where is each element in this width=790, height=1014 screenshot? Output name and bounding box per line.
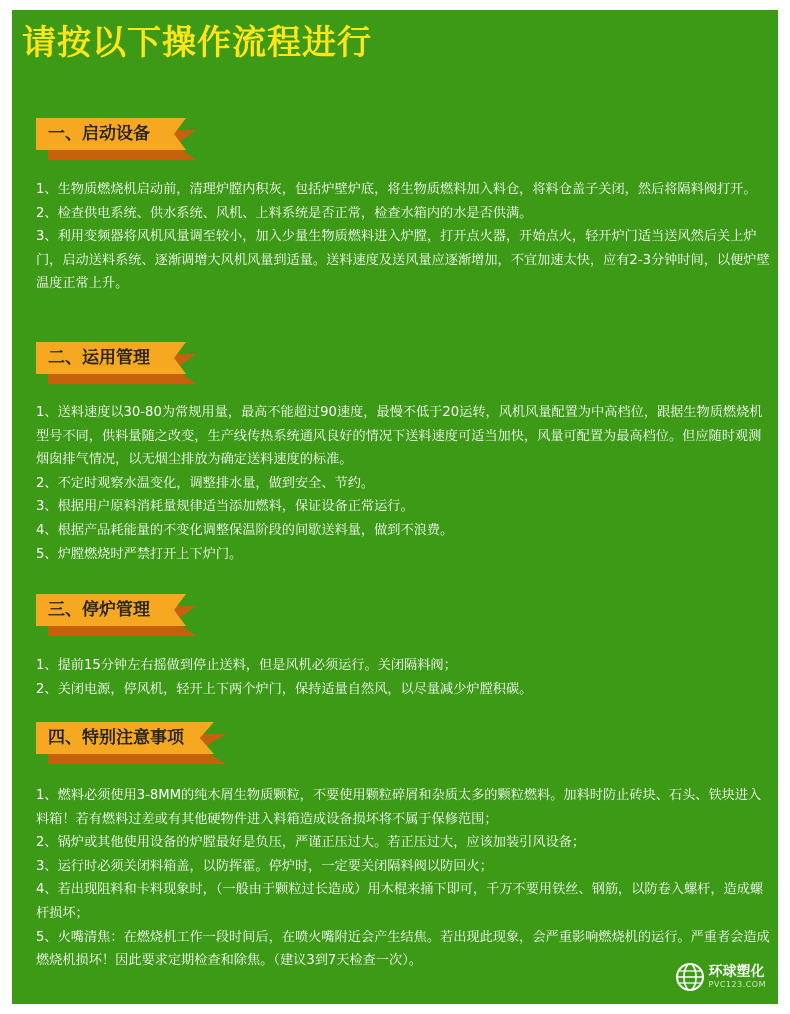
list-item: 1、生物质燃烧机启动前，清理炉膛内积灰，包括炉壁炉底，将生物质燃料加入料仓，将料仓盖子关闭，然后将隔料阀打开。 — [36, 182, 757, 197]
content-panel — [12, 10, 778, 1004]
section-heading-text: 二、运用管理 — [48, 348, 150, 368]
list-item: 1、送料速度以30-80为常规用量，最高不能超过90速度，最慢不低于20运转，风机风量配置为中高档位，跟据生物质燃烧机型号不同，供料量随之改变，生产线传热系统通风良好的情况下送料速度可适当加快，风量可配置为最高档位。但应随时观测烟囱排气情况，以无烟尘排放为确定送料速度的标准。 — [36, 405, 763, 468]
list-item: 4、若出现阻料和卡料现象时，（一般由于颗粒过长造成）用木棍来捅下即可，千万不要用铁丝、钢筋，以防卷入螺杆，造成螺杆损坏； — [36, 882, 764, 921]
list-item: 1、燃料必须使用3-8MM的纯木屑生物质颗粒，不要使用颗粒碎屑和杂质太多的颗粒燃料。加料时防止砖块、石头、铁块进入料箱！若有燃料过差或有其他硬物件进入料箱造成设备损坏将不属于保修范围； — [36, 788, 762, 827]
logo-name: 环球塑化 — [708, 964, 765, 980]
section-heading-notes — [36, 722, 246, 764]
section-heading-text: 一、启动设备 — [48, 124, 150, 144]
list-item: 3、运行时必须关闭料箱盖，以防挥霍。停炉时，一定要关闭隔料阀以防回火； — [36, 858, 493, 874]
list-item: 4、根据产品耗能量的不变化调整保温阶段的间歇送料量，做到不浪费。 — [36, 522, 454, 538]
section-body-notes — [36, 784, 771, 973]
list-item: 1、提前15分钟左右摇做到停止送料，但是风机必须运行。关闭隔料阀； — [36, 658, 457, 673]
page-title: 请按以下操作流程进行 — [22, 23, 372, 63]
logo-url: PVC123.COM — [708, 980, 766, 989]
section-heading-operation — [36, 342, 226, 384]
section-heading-text: 三、停炉管理 — [48, 600, 150, 620]
list-item: 3、利用变频器将风机风量调至较小，加入少量生物质燃料进入炉膛，打开点火器，开始点火，轻开炉门适当送风然后关上炉门，启动送料系统、逐渐调增大风机风量到适量。送料速度及送风量应逐渐增加，不宜加速太快，应有2-3分钟时间，以便炉壁温度正常上升。 — [36, 229, 770, 292]
section-body-shutdown — [36, 654, 771, 701]
section-heading-text: 四、特别注意事项 — [48, 728, 184, 748]
list-item: 2、检查供电系统、供水系统、风机、上料系统是否正常，检查水箱内的水是否供满。 — [36, 205, 533, 221]
list-item: 5、火嘴清焦：在燃烧机工作一段时间后，在喷火嘴附近会产生结焦。若出现此现象，会严重影响燃烧机的运行。严重者会造成燃烧机损坏！因此要求定期检查和除焦。（建议3到7天检查一次）。 — [36, 929, 770, 969]
list-item: 2、锅炉或其他使用设备的炉膛最好是负压，严谨正压过大。若正压过大，应该加装引风设备； — [36, 835, 586, 851]
section-body-startup — [36, 178, 771, 296]
list-item: 2、不定时观察水温变化，调整排水量，做到安全、节约。 — [36, 475, 375, 491]
section-body-operation — [36, 401, 771, 566]
list-item: 3、根据用户原料消耗量规律适当添加燃料，保证设备正常运行。 — [36, 499, 414, 515]
globe-logo-icon — [675, 962, 705, 992]
section-heading-startup — [36, 118, 226, 160]
list-item: 5、炉膛燃烧时严禁打开上下炉门。 — [36, 546, 243, 562]
section-heading-shutdown — [36, 594, 226, 636]
brand-logo — [675, 962, 766, 992]
list-item: 2、关闭电源，停风机，轻开上下两个炉门，保持适量自然风，以尽量减少炉膛积碳。 — [36, 681, 533, 697]
